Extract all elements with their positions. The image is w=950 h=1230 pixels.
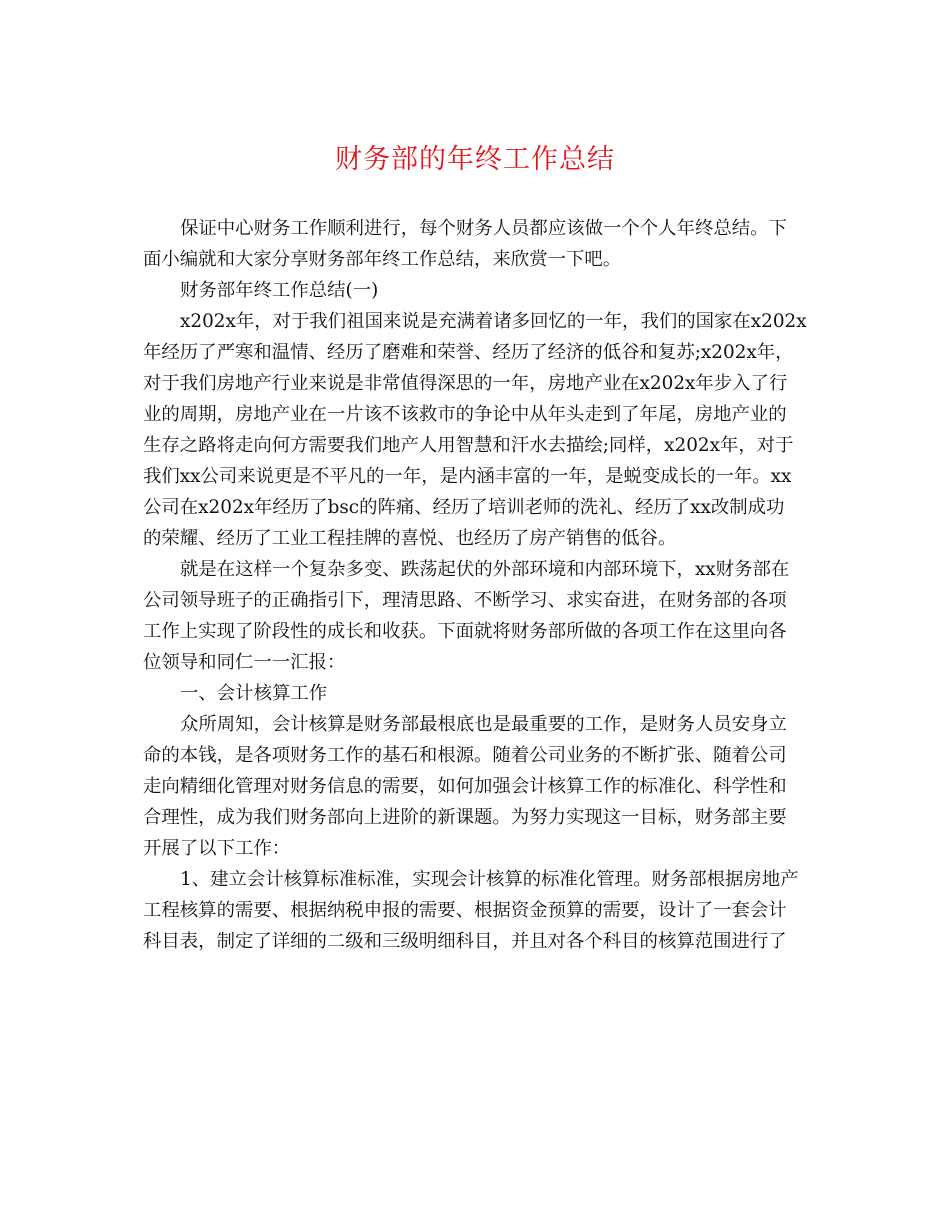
- text-line: 的荣耀、经历了工业工程挂牌的喜悦、也经历了房产销售的低谷。: [143, 528, 677, 549]
- text-line: 众所周知，会计核算是财务部最根底也是最重要的工作，是财务人员安身立: [180, 714, 787, 735]
- text-line: 一、会计核算工作: [180, 683, 328, 704]
- text-line: 保证中心财务工作顺利进行，每个财务人员都应该做一个个人年终总结。下: [180, 218, 787, 239]
- text-line: 财务部年终工作总结(一): [180, 280, 379, 301]
- text-line: 面小编就和大家分享财务部年终工作总结，来欣赏一下吧。: [143, 249, 622, 270]
- document-title: 财务部的年终工作总结: [335, 144, 615, 175]
- text-line: 生存之路将走向何方需要我们地产人用智慧和汗水去描绘;同样，x202x年，对于: [143, 435, 794, 456]
- text-line: 公司在x202x年经历了bsc的阵痛、经历了培训老师的洗礼、经历了xx改制成功: [143, 497, 785, 518]
- text-line: 位领导和同仁一一汇报：: [143, 652, 346, 673]
- text-line: 开展了以下工作：: [143, 838, 291, 859]
- text-line: 业的周期，房地产业在一片该不该救市的争论中从年头走到了年尾，房地产业的: [143, 404, 787, 425]
- paragraph-environment: [143, 554, 807, 678]
- paragraph-year-review: [143, 306, 807, 554]
- text-line: 对于我们房地产行业来说是非常值得深思的一年，房地产业在x202x年步入了行: [143, 373, 788, 394]
- paragraph-item-1: [143, 864, 807, 957]
- section-subtitle: [143, 275, 807, 306]
- paragraph-accounting: [143, 709, 807, 864]
- text-line: 走向精细化管理对财务信息的需要，如何加强会计核算工作的标准化、科学性和: [143, 776, 787, 797]
- text-line: 我们xx公司来说更是不平凡的一年，是内涵丰富的一年，是蜕变成长的一年。xx: [143, 466, 792, 487]
- text-line: 合理性，成为我们财务部向上进阶的新课题。为努力实现这一目标，财务部主要: [143, 807, 787, 828]
- document-body: [143, 213, 807, 957]
- text-line: 公司领导班子的正确指引下，理清思路、不断学习、求实奋进，在财务部的各项: [143, 590, 787, 611]
- text-line: 1、建立会计核算标准标准，实现会计核算的标准化管理。财务部根据房地产: [180, 869, 799, 890]
- section-heading-accounting: [143, 678, 807, 709]
- text-line: 就是在这样一个复杂多变、跌荡起伏的外部环境和内部环境下，xx财务部在: [180, 559, 790, 580]
- text-line: 年经历了严寒和温情、经历了磨难和荣誉、经历了经济的低谷和复苏;x202x年，: [143, 342, 794, 363]
- text-line: 命的本钱，是各项财务工作的基石和根源。随着公司业务的不断扩张、随着公司: [143, 745, 787, 766]
- paragraph-intro: [143, 213, 807, 275]
- text-line: 工作上实现了阶段性的成长和收获。下面就将财务部所做的各项工作在这里向各: [143, 621, 787, 642]
- text-line: 工程核算的需要、根据纳税申报的需要、根据资金预算的需要，设计了一套会计: [143, 900, 787, 921]
- text-line: 科目表，制定了详细的二级和三级明细科目，并且对各个科目的核算范围进行了: [143, 931, 787, 952]
- text-line: x202x年，对于我们祖国来说是充满着诸多回忆的一年，我们的国家在x202x: [180, 311, 807, 332]
